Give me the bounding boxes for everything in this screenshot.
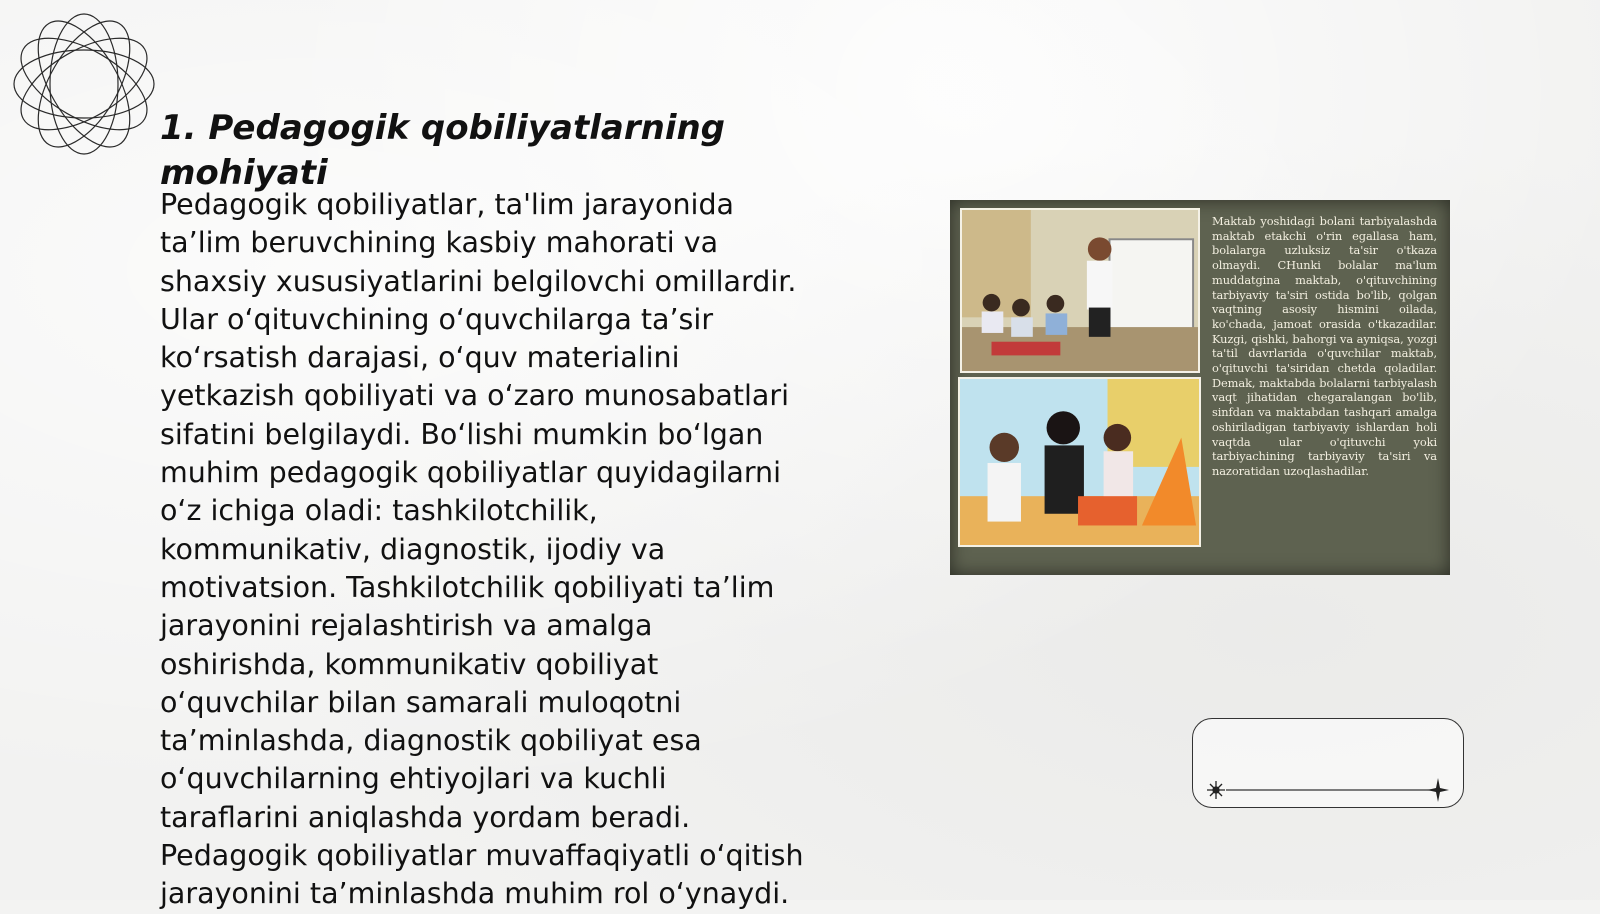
four-point-star-icon	[1427, 778, 1449, 802]
rosette-icon	[10, 10, 158, 158]
kindergarten-photo	[958, 377, 1201, 547]
illustration-panel	[950, 200, 1450, 575]
figure-caption-text: Maktab yoshidagi bolani tarbiyalashda maktab etakchi o'rin egallasa ham, bolalarga uzluksiz ta'sir o'tkaza olmaydi. CHunki bolalar ma'lum muddatgina maktab, o'qituvchining tarbiyaviy ta'siri ostida bo'lib, qolgan vaqtning asosiy hismini oilada, ko'chada, jamoat orasida o'tkazadilar. Kuzgi, qishki, bahorgi va ayniqsa, yozgi ta'til davrlarida o'quvchilar maktab, o'qituvchi ta'siridan chetda qoladilar. Demak, maktabda bolalarni tarbiyalash vaqt jihatidan chegaralangan bo'lib, sinfdan va maktabdan tashqari amalga oshiriladigan tarbiyaviy ishlardan holi vaqtda ular o'qituvchi yoki tarbiyachining tarbiyaviy ta'siri va nazoratidan uzoqlashadilar.	[1212, 214, 1437, 478]
body-paragraph: Pedagogik qobiliyatlar, ta'lim jarayonida ta’lim beruvchining kasbiy mahorati va shaxsiy xususiyatlarini belgilovchi omillardir. Ular o‘qituvchining o‘quvchilarga ta’sir ko‘rsatish darajasi, o‘quv materialini yetkazish qobiliyati va o‘zaro munosabatlari sifatini belgilaydi. Bo‘lishi mumkin bo‘lgan muhim pedagogik qobiliyatlar quyidagilarni o‘z ichiga oladi: tashkilotchilik, kommunikativ, diagnostik, ijodiy va motivatsion. Tashkilotchilik qobiliyati ta’lim jarayonini rejalashtirish va amalga oshirishda, kommunikativ qobiliyat o‘quvchilar bilan samarali muloqotni ta’minlashda, diagnostik qobiliyat esa o‘quvchilarning ehtiyojlari va kuchli taraflarini aniqlashda yordam beradi. Pedagogik qobiliyatlar muvaffaqiyatli o‘qitish jarayonini ta’minlashda muhim rol o‘ynaydi.	[160, 188, 804, 911]
slide-title: 1. Pedagogik qobiliyatlarning mohiyati	[160, 108, 726, 193]
decorative-line	[1200, 775, 1456, 805]
classroom-photo	[960, 208, 1200, 373]
sparkle-icon	[1207, 781, 1225, 799]
